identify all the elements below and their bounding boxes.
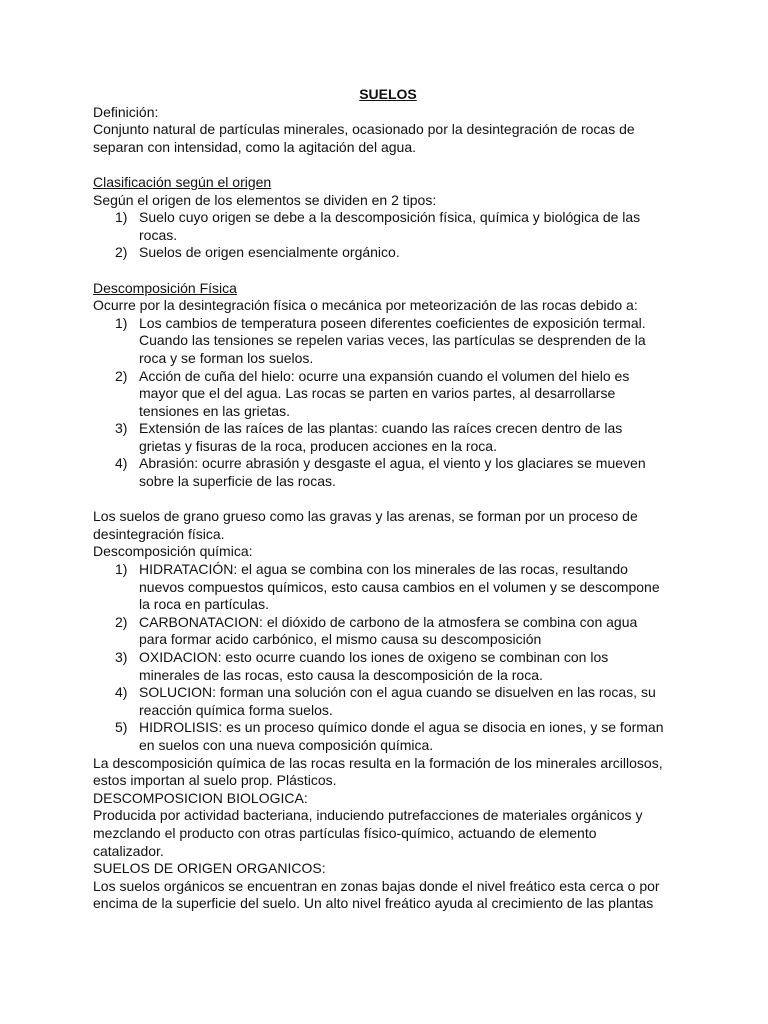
paragraph-line: separan con intensidad, como la agitación del agua. (93, 138, 416, 155)
list-item-line: grietas y fisuras de la roca, producen acciones en la roca. (139, 437, 497, 454)
organic-section (93, 860, 683, 913)
paragraph-line: La descomposición química de las rocas resulta en la formación de los minerales arcillosos, (93, 754, 663, 771)
paragraph-line: mezclando el producto con otras partículas físico-químico, actuando de elemento (93, 824, 597, 841)
list-number: 2) (115, 244, 128, 261)
section-heading: Clasificación según el origen (93, 173, 272, 190)
list-item-line: Suelos de origen esencialmente orgánico. (139, 244, 400, 261)
chemical-section (93, 543, 683, 789)
blank-line (93, 491, 683, 509)
list-item (93, 614, 683, 649)
section-heading: Descomposición química: (93, 543, 253, 560)
list-item (93, 719, 683, 754)
section-intro: Según el origen de los elementos se dividen en 2 tipos: (93, 191, 437, 208)
list-item-line: tensiones en las grietas. (139, 402, 290, 419)
physical-list (93, 315, 683, 491)
physical-section (93, 280, 683, 491)
paragraph-line: desintegración física. (93, 525, 225, 542)
list-item (93, 561, 683, 614)
coarse-soils-paragraph (93, 508, 683, 543)
list-item-line: para formar acido carbónico, el mismo causa su descomposición (139, 631, 542, 648)
list-number: 5) (115, 719, 128, 736)
section-heading: DESCOMPOSICION BIOLOGICA: (93, 789, 308, 806)
list-item (93, 420, 683, 455)
list-number: 1) (115, 561, 128, 578)
paragraph-line: estos importan al suelo prop. Plásticos. (93, 772, 337, 789)
list-item (93, 244, 683, 262)
list-item (93, 315, 683, 368)
list-item-line: Extensión de las raíces de las plantas: cuando las raíces crecen dentro de las (139, 420, 623, 437)
classification-list (93, 209, 683, 262)
paragraph-line: Los suelos orgánicos se encuentran en zonas bajas donde el nivel freático esta cerca o por (93, 877, 660, 894)
list-item-line: HIDRATACIÓN: el agua se combina con los minerales de las rocas, resultando (139, 561, 628, 578)
definition-section (93, 104, 683, 157)
list-item-line: mayor que el del agua. Las rocas se parten en varios partes, al desarrollarse (139, 385, 616, 402)
list-item-line: nuevos compuestos químicos, esto causa cambios en el volumen y se descompone (139, 578, 660, 595)
list-number: 1) (115, 209, 128, 226)
document-title: SUELOS (359, 86, 417, 102)
list-item-line: Abrasión: ocurre abrasión y desgaste el agua, el viento y los glaciares se mueven (139, 455, 646, 472)
list-item-line: Cuando las tensiones se repelen varias veces, las partículas se desprenden de la (139, 332, 646, 349)
list-item-line: Los cambios de temperatura poseen diferentes coeficientes de exposición termal. (139, 314, 646, 331)
list-item-line: minerales de las rocas, esto causa la descomposición de la roca. (139, 666, 543, 683)
list-item-line: HIDROLISIS: es un proceso químico donde el agua se disocia en iones, y se forman (139, 719, 664, 736)
paragraph-line: catalizador. (93, 842, 164, 859)
list-item (93, 368, 683, 421)
list-number: 1) (115, 314, 128, 331)
paragraph-line: encima de la superficie del suelo. Un alto nivel freático ayuda al crecimiento de las plantas (93, 895, 654, 912)
list-item-line: rocas. (139, 226, 178, 243)
blank-line (93, 156, 683, 174)
biological-section (93, 790, 683, 860)
list-item-line: Acción de cuña del hielo: ocurre una expansión cuando el volumen del hielo es (139, 367, 630, 384)
paragraph-line: Los suelos de grano grueso como las gravas y las arenas, se forman por un proceso de (93, 508, 638, 525)
paragraph-line: Producida por actividad bacteriana, induciendo putrefacciones de materiales orgánicos y (93, 807, 643, 824)
list-item-line: en suelos con una nueva composición química. (139, 736, 434, 753)
section-intro: Ocurre por la desintegración física o mecánica por meteorización de las rocas debido a: (93, 297, 638, 314)
list-item-line: OXIDACION: esto ocurre cuando los iones de oxigeno se combinan con los (139, 649, 609, 665)
section-heading: SUELOS DE ORIGEN ORGANICOS: (93, 860, 326, 877)
list-item (93, 684, 683, 719)
chemical-list (93, 561, 683, 755)
classification-section (93, 174, 683, 262)
list-item-line: reacción química forma suelos. (139, 701, 333, 718)
list-number: 2) (115, 613, 128, 630)
definition-label: Definición: (93, 103, 159, 120)
blank-line (93, 262, 683, 280)
list-item-line: Suelo cuyo origen se debe a la descomposición física, química y biológica de las (139, 209, 641, 226)
list-item-line: SOLUCION: forman una solución con el agua cuando se disuelven en las rocas, su (139, 684, 656, 701)
list-item-line: sobre la superficie de las rocas. (139, 473, 336, 490)
list-item (93, 649, 683, 684)
list-number: 2) (115, 367, 128, 384)
section-heading: Descomposición Física (93, 279, 237, 296)
list-number: 3) (115, 420, 128, 437)
list-item (93, 209, 683, 244)
list-item (93, 455, 683, 490)
list-item-line: roca y se forman los suelos. (139, 349, 314, 366)
list-item-line: la roca en partículas. (139, 596, 269, 613)
list-number: 3) (115, 649, 128, 665)
list-number: 4) (115, 684, 128, 701)
paragraph-line: Conjunto natural de partículas minerales, ocasionado por la desintegración de rocas de (93, 121, 635, 138)
list-number: 4) (115, 455, 128, 472)
document-page (93, 86, 683, 913)
list-item-line: CARBONATACION: el dióxido de carbono de la atmosfera se combina con agua (139, 613, 638, 630)
